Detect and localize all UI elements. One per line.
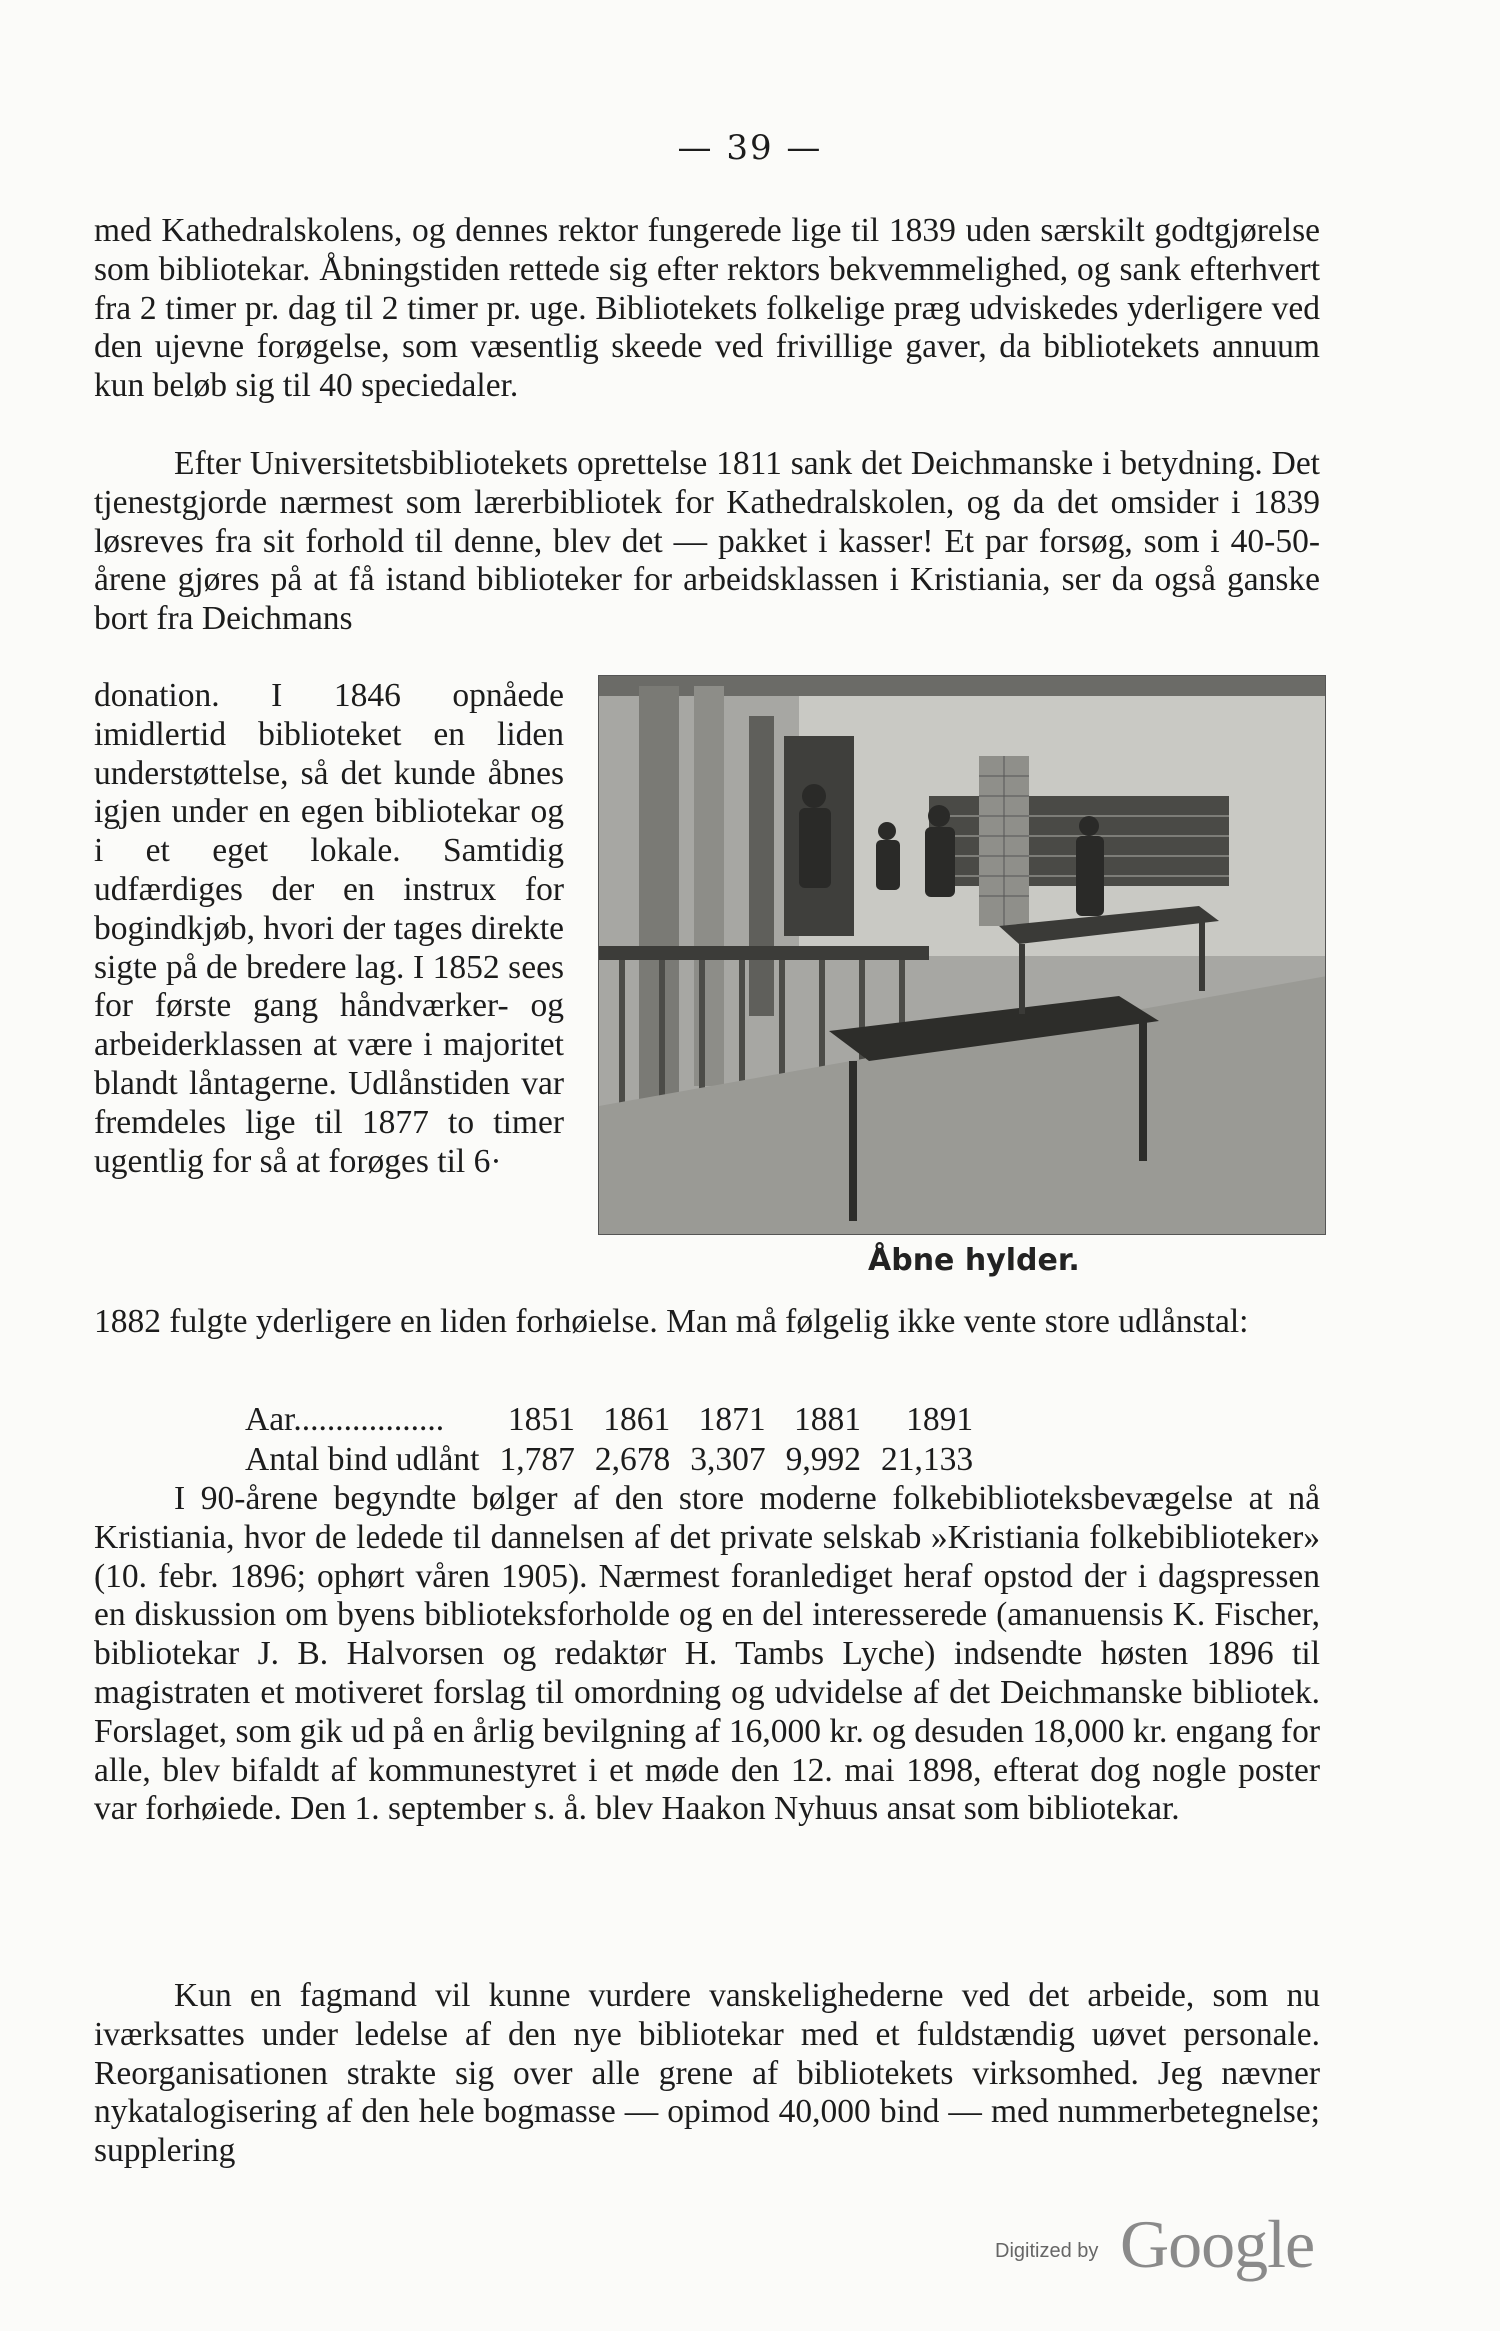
paragraph-4: 1882 fulgte yderligere en liden forhøielse. Man må følgelig ikke vente store udlånstal:: [94, 1303, 1249, 1340]
page-number: — 39 —: [677, 128, 823, 168]
digitized-by-label: Digitized by: [995, 2240, 1099, 2262]
library-photo-figure: [598, 675, 1326, 1285]
year-cell: 1861: [603, 1401, 671, 1438]
year-cell: 1881: [793, 1401, 861, 1438]
table-row-loans: [245, 1440, 983, 1480]
table-row-years: [245, 1400, 983, 1440]
loan-cell: 1,787: [499, 1441, 575, 1478]
library-interior-illustration: [599, 676, 1326, 1235]
row-label-loans: Antal bind udlånt: [245, 1441, 480, 1478]
paragraph-6: Kun en fagmand vil kunne vurdere vanskelighederne ved det arbeide, som nu iværksattes under ledelse af den nye bibliotekar med et fuldstændig uøvet personale. Reorganisationen strakte sig over alle grene af bibliotekets virksomhed. Jeg nævner nykatalogisering af den hele bogmasse — opimod 40,000 bind — med nummerbetegnelse; supplering: [94, 1977, 1320, 2170]
year-cell: 1891: [906, 1401, 974, 1438]
paragraph-5: I 90-årene begyndte bølger af den store moderne folkebiblioteksbevægelse at nå Kristiania, hvor de ledede til dannelsen af det private selskab »Kristiania folkebiblioteker» (10. febr. 1896; ophørt våren 1905). Nærmest foranlediget heraf opstod der i dagspressen en diskussion om byens biblioteksforholde og en del interesserede (amanuensis K. Fischer, bibliotekar J. B. Halvorsen og redaktør H. Tambs Lyche) indsendte høsten 1896 til magistraten et motiveret forslag til omordning og udvidelse af det Deichmanske bibliotek. Forslaget, som gik ud på en årlig bevilgning af 16,000 kr. og desuden 18,000 kr. engang for alle, blev bifaldt af kommunestyret i et møde den 12. mai 1898, efterat dog nogle poster var forhøiede. Den 1. september s. å. blev Haakon Nyhuus ansat som bibliotekar.: [94, 1480, 1320, 1828]
year-cell: 1871: [698, 1401, 766, 1438]
year-cell: 1851: [507, 1401, 575, 1438]
loan-statistics-table: [245, 1400, 983, 1480]
paragraph-3: donation. I 1846 opnåede imidlertid biblioteket en liden understøttelse, så det kunde åbnes igjen under en egen bibliotekar og i et eget lokale. Samtidig udfærdiges der en instrux for bogindkjøb, hvori der tages direkte sigte på de bredere lag. I 1852 sees for første gang håndværker- og arbeiderklassen at være i majoritet blandt låntagerne. Udlånstiden var fremdeles lige til 1877 to timer ugentlig for så at forøges til 6·: [94, 677, 564, 1180]
loan-cell: 21,133: [880, 1441, 974, 1478]
paragraph-2: Efter Universitetsbibliotekets oprettelse 1811 sank det Deichmanske i betydning. Det tjenestgjorde nærmest som lærerbibliotek for Kathedralskolen, og da det omsider i 1839 løsreves fra sit forhold til denne, blev det — pakket i kasser! Et par forsøg, som i 40-50-årene gjøres på at få istand biblioteker for arbeidsklassen i Kristiania, ser da også ganske bort fra Deichmans: [94, 445, 1320, 638]
paragraph-1: med Kathedralskolens, og dennes rektor fungerede lige til 1839 uden særskilt godtgjørelse som bibliotekar. Åbningstiden rettede sig efter rektors bekvemmelighed, og sank efterhvert fra 2 timer pr. dag til 2 timer pr. uge. Bibliotekets folkelige præg udviskedes yderligere ved den ujevne forøgelse, som væsentlig skeede ved frivillige gaver, da bibliotekets annuum kun beløb sig til 40 speciedaler.: [94, 212, 1320, 405]
figure-caption: Åbne hylder.: [868, 1243, 1080, 1278]
loan-cell: 2,678: [594, 1441, 671, 1478]
loan-cell: 3,307: [690, 1441, 766, 1478]
google-logo: Google: [1120, 2206, 1315, 2282]
row-label-years: Aar..................: [245, 1401, 445, 1438]
library-photo: [598, 675, 1326, 1235]
loan-cell: 9,992: [785, 1441, 861, 1478]
